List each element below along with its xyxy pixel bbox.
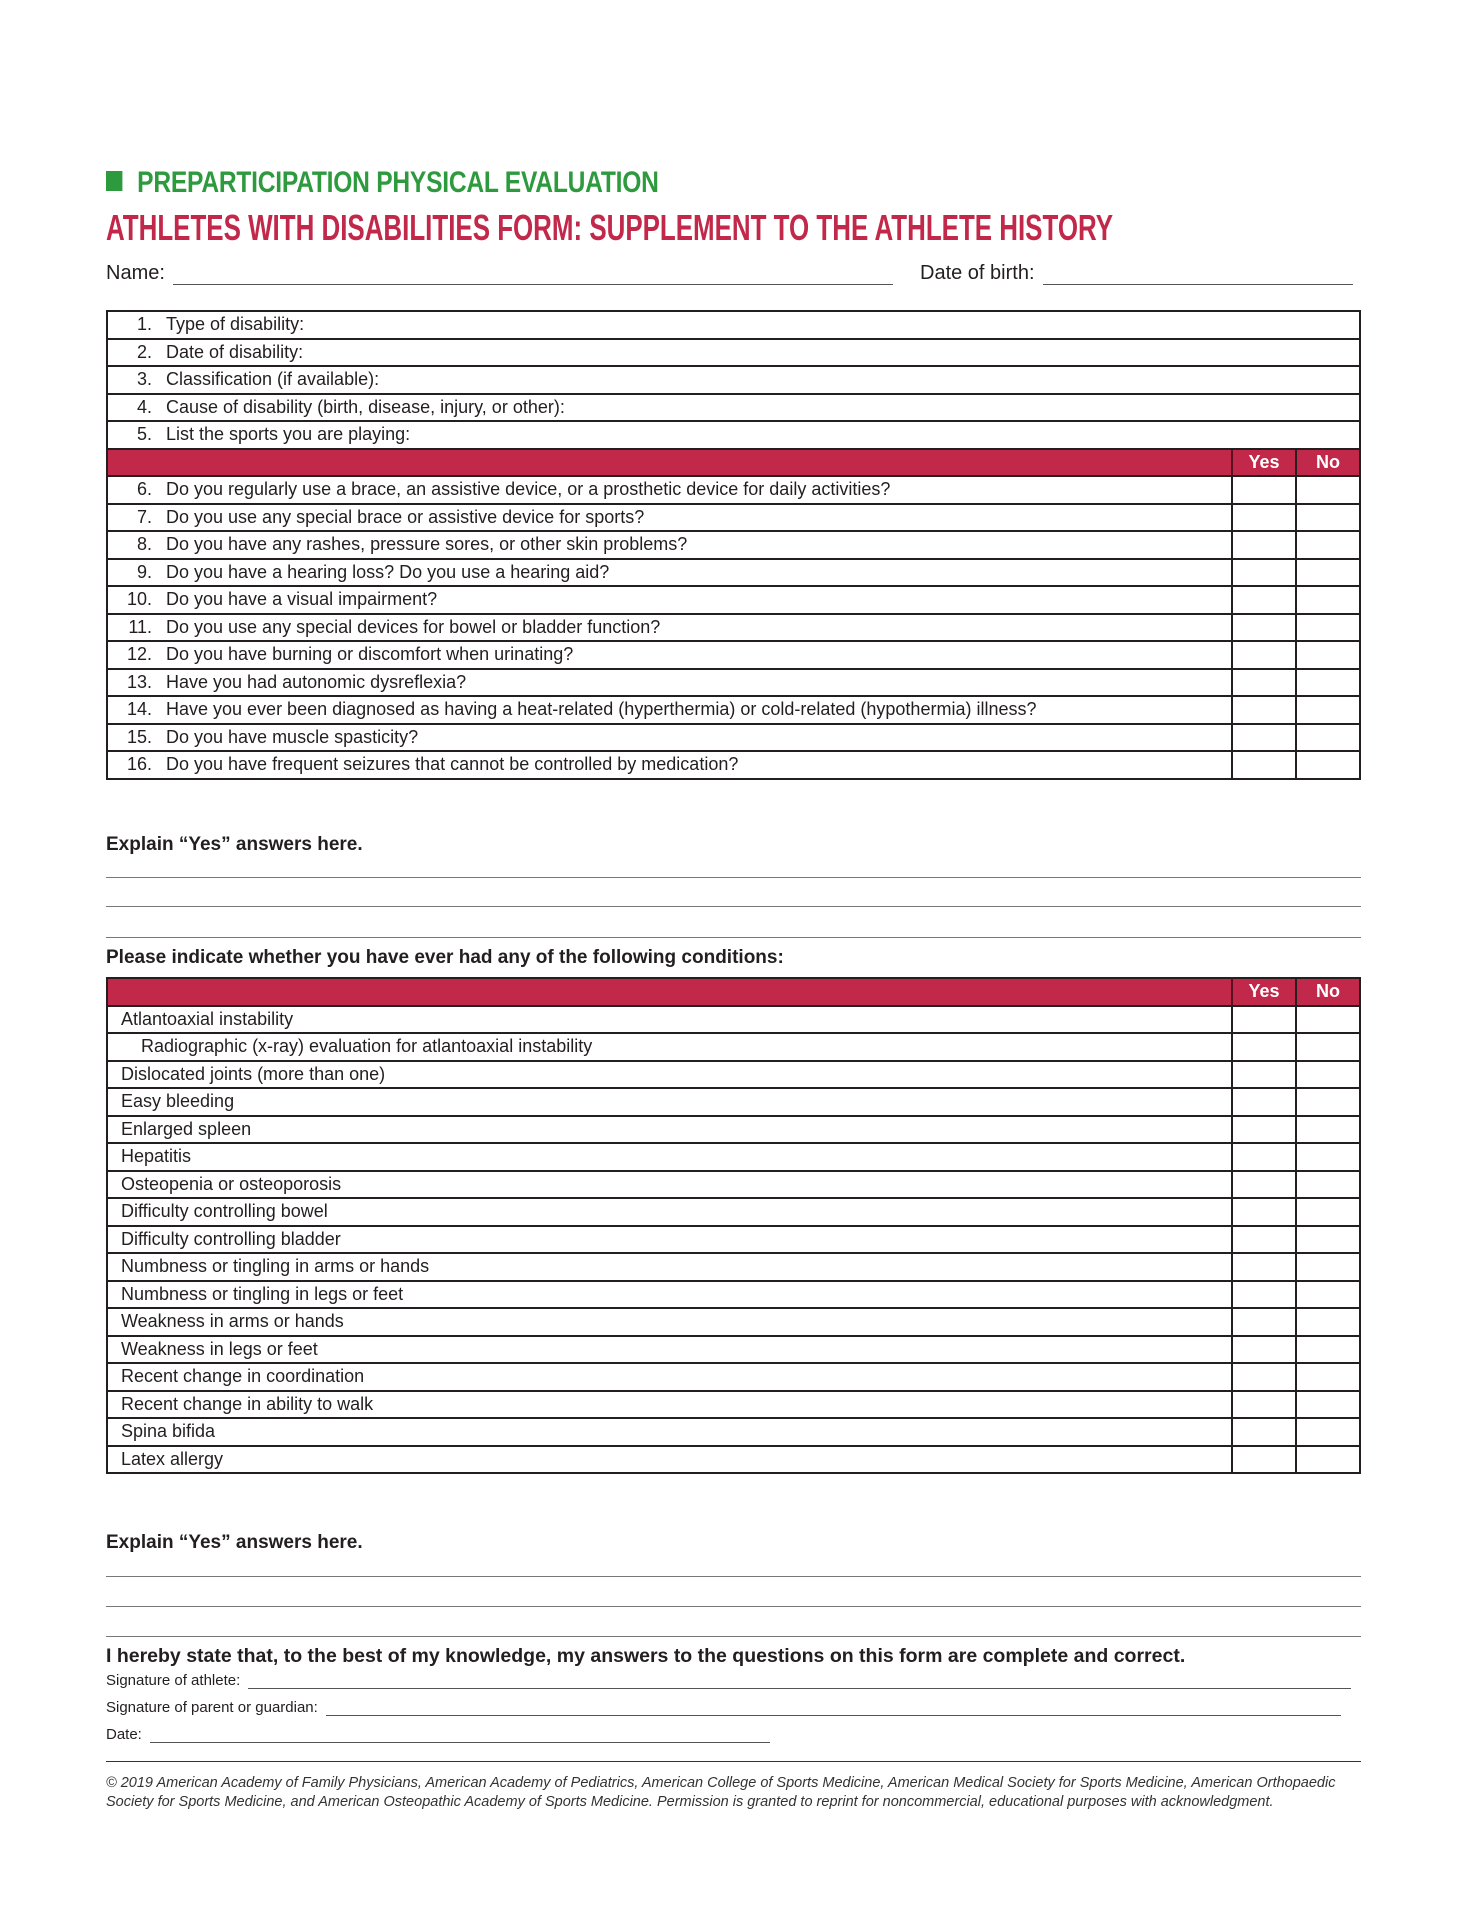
question-number: 16. — [126, 754, 152, 775]
question-text: Do you have a hearing loss? Do you use a hearing aid? — [166, 561, 610, 582]
explain-line[interactable] — [106, 877, 1361, 878]
yes-checkbox-cell[interactable] — [1232, 1418, 1296, 1446]
question-number: 6. — [136, 479, 152, 500]
info-question-cell[interactable] — [107, 311, 1360, 339]
info-question-cell[interactable] — [107, 339, 1360, 367]
yes-checkbox-cell[interactable] — [1232, 1006, 1296, 1034]
condition-row — [107, 1336, 1360, 1364]
question-text: Have you ever been diagnosed as having a heat-related (hyperthermia) or cold-related (hypothermia) illness? — [166, 699, 1037, 720]
yes-checkbox-cell[interactable] — [1232, 1253, 1296, 1281]
question-cell — [107, 559, 1232, 587]
condition-cell — [107, 1088, 1232, 1116]
copyright-notice: © 2019 American Academy of Family Physicians, American Academy of Pediatrics, American College of Sports Medicine, American Medical Society for Sports Medicine, American Orthopaedic Society for Sports Medicine, and American Osteopathic Academy of Sports Medicine. Permission is granted to reprint for noncommercial, educational purposes with acknowledgment. — [106, 1775, 1336, 1810]
explain-line[interactable] — [106, 1606, 1361, 1607]
dob-label: Date of birth: — [920, 262, 1035, 284]
no-checkbox-cell[interactable] — [1296, 669, 1360, 697]
no-checkbox-cell[interactable] — [1296, 1033, 1360, 1061]
question-text: List the sports you are playing: — [166, 424, 411, 445]
no-checkbox-cell[interactable] — [1296, 504, 1360, 532]
no-checkbox-cell[interactable] — [1296, 1198, 1360, 1226]
question-cell — [107, 586, 1232, 614]
yes-checkbox-cell[interactable] — [1232, 504, 1296, 532]
explain-label-1: Explain “Yes” answers here. — [106, 834, 363, 855]
condition-text: Weakness in arms or hands — [121, 1311, 344, 1332]
yes-checkbox-cell[interactable] — [1232, 669, 1296, 697]
no-checkbox-cell[interactable] — [1296, 614, 1360, 642]
condition-text: Recent change in coordination — [121, 1366, 365, 1387]
date-label: Date: — [106, 1726, 142, 1743]
condition-text: Radiographic (x-ray) evaluation for atlantoaxial instability — [141, 1036, 593, 1057]
yes-no-question-row — [107, 476, 1360, 504]
question-number: 14. — [126, 699, 152, 720]
yes-checkbox-cell[interactable] — [1232, 1308, 1296, 1336]
question-text: Date of disability: — [166, 341, 304, 362]
condition-cell — [107, 1033, 1232, 1061]
no-checkbox-cell[interactable] — [1296, 1143, 1360, 1171]
yes-checkbox-cell[interactable] — [1232, 1446, 1296, 1474]
question-text: Do you use any special brace or assistive device for sports? — [166, 506, 645, 527]
no-checkbox-cell[interactable] — [1296, 586, 1360, 614]
section-title-text: PREPARTICIPATION PHYSICAL EVALUATION — [137, 166, 659, 199]
dob-input-line[interactable] — [1043, 283, 1353, 285]
info-question-cell[interactable] — [107, 421, 1360, 449]
yes-no-question-row — [107, 531, 1360, 559]
question-cell — [107, 531, 1232, 559]
no-checkbox-cell[interactable] — [1296, 1446, 1360, 1474]
info-question-row — [107, 366, 1360, 394]
condition-text: Numbness or tingling in legs or feet — [121, 1283, 404, 1304]
condition-text: Easy bleeding — [121, 1091, 235, 1112]
condition-cell — [107, 1281, 1232, 1309]
green-square-icon — [106, 171, 122, 191]
condition-row — [107, 1033, 1360, 1061]
date-line[interactable] — [150, 1741, 770, 1743]
yes-column-header: Yes — [1232, 978, 1296, 1006]
condition-cell — [107, 1446, 1232, 1474]
question-number: 5. — [136, 424, 152, 445]
yes-no-header-row — [107, 449, 1360, 477]
yes-checkbox-cell[interactable] — [1232, 696, 1296, 724]
condition-cell — [107, 1253, 1232, 1281]
condition-cell — [107, 1226, 1232, 1254]
header-blank-cell — [107, 978, 1232, 1006]
yes-no-question-row — [107, 614, 1360, 642]
no-checkbox-cell[interactable] — [1296, 1391, 1360, 1419]
question-number: 15. — [126, 726, 152, 747]
no-checkbox-cell[interactable] — [1296, 1006, 1360, 1034]
yes-checkbox-cell[interactable] — [1232, 586, 1296, 614]
date-field[interactable] — [106, 1726, 770, 1743]
conditions-table — [106, 977, 1361, 1474]
condition-text: Recent change in ability to walk — [121, 1393, 374, 1414]
yes-checkbox-cell[interactable] — [1232, 1116, 1296, 1144]
no-checkbox-cell[interactable] — [1296, 641, 1360, 669]
explain-line[interactable] — [106, 937, 1361, 938]
condition-text: Hepatitis — [121, 1146, 192, 1167]
condition-row — [107, 1446, 1360, 1474]
yes-checkbox-cell[interactable] — [1232, 1171, 1296, 1199]
header-blank-cell — [107, 449, 1232, 477]
explain-label-2: Explain “Yes” answers here. — [106, 1532, 363, 1553]
yes-column-header: Yes — [1232, 449, 1296, 477]
no-checkbox-cell[interactable] — [1296, 1088, 1360, 1116]
condition-text: Enlarged spleen — [121, 1118, 252, 1139]
question-text: Do you have burning or discomfort when urinating? — [166, 644, 574, 665]
no-checkbox-cell[interactable] — [1296, 559, 1360, 587]
no-checkbox-cell[interactable] — [1296, 1116, 1360, 1144]
condition-cell — [107, 1171, 1232, 1199]
condition-cell — [107, 1143, 1232, 1171]
yes-checkbox-cell[interactable] — [1232, 1061, 1296, 1089]
footer-divider — [106, 1761, 1361, 1762]
no-checkbox-cell[interactable] — [1296, 1336, 1360, 1364]
condition-cell — [107, 1363, 1232, 1391]
yes-checkbox-cell[interactable] — [1232, 1281, 1296, 1309]
question-cell — [107, 696, 1232, 724]
question-text: Do you have any rashes, pressure sores, or other skin problems? — [166, 534, 688, 555]
question-text: Type of disability: — [166, 314, 305, 335]
signature-parent-field[interactable] — [106, 1699, 1341, 1716]
condition-text: Latex allergy — [121, 1448, 224, 1469]
no-checkbox-cell[interactable] — [1296, 1363, 1360, 1391]
condition-row — [107, 1418, 1360, 1446]
condition-cell — [107, 1418, 1232, 1446]
question-text: Classification (if available): — [166, 369, 380, 390]
condition-row — [107, 1253, 1360, 1281]
signature-parent-label: Signature of parent or guardian: — [106, 1699, 318, 1716]
signature-athlete-label: Signature of athlete: — [106, 1672, 241, 1689]
yes-checkbox-cell[interactable] — [1232, 1226, 1296, 1254]
yes-no-question-row — [107, 724, 1360, 752]
condition-row — [107, 1088, 1360, 1116]
condition-text: Numbness or tingling in arms or hands — [121, 1256, 430, 1277]
info-question-row — [107, 421, 1360, 449]
info-question-row — [107, 339, 1360, 367]
yes-no-question-row — [107, 559, 1360, 587]
condition-row — [107, 1363, 1360, 1391]
condition-row — [107, 1226, 1360, 1254]
yes-checkbox-cell[interactable] — [1232, 751, 1296, 779]
signature-parent-line[interactable] — [326, 1714, 1341, 1716]
no-checkbox-cell[interactable] — [1296, 476, 1360, 504]
question-text: Have you had autonomic dysreflexia? — [166, 671, 467, 692]
yes-checkbox-cell[interactable] — [1232, 1033, 1296, 1061]
no-column-header: No — [1296, 978, 1360, 1006]
yes-no-question-row — [107, 586, 1360, 614]
yes-checkbox-cell[interactable] — [1232, 1143, 1296, 1171]
explain-line[interactable] — [106, 906, 1361, 907]
condition-row — [107, 1061, 1360, 1089]
condition-cell — [107, 1116, 1232, 1144]
yes-checkbox-cell[interactable] — [1232, 559, 1296, 587]
dob-field[interactable] — [920, 262, 1353, 285]
no-checkbox-cell[interactable] — [1296, 1061, 1360, 1089]
yes-checkbox-cell[interactable] — [1232, 614, 1296, 642]
question-text: Do you use any special devices for bowel or bladder function? — [166, 616, 661, 637]
no-checkbox-cell[interactable] — [1296, 724, 1360, 752]
question-text: Cause of disability (birth, disease, injury, or other): — [166, 396, 565, 417]
section-title — [106, 166, 659, 200]
question-number: 4. — [136, 396, 152, 417]
question-text: Do you have frequent seizures that cannot be controlled by medication? — [166, 754, 739, 775]
info-question-row — [107, 394, 1360, 422]
no-checkbox-cell[interactable] — [1296, 531, 1360, 559]
condition-row — [107, 1143, 1360, 1171]
condition-text: Spina bifida — [121, 1421, 216, 1442]
question-number: 11. — [128, 616, 152, 637]
no-checkbox-cell[interactable] — [1296, 1171, 1360, 1199]
no-checkbox-cell[interactable] — [1296, 1226, 1360, 1254]
yes-checkbox-cell[interactable] — [1232, 476, 1296, 504]
question-cell — [107, 724, 1232, 752]
yes-checkbox-cell[interactable] — [1232, 1363, 1296, 1391]
question-number: 12. — [126, 644, 152, 665]
question-cell — [107, 751, 1232, 779]
condition-row — [107, 1308, 1360, 1336]
yes-no-question-row — [107, 641, 1360, 669]
condition-text: Dislocated joints (more than one) — [121, 1063, 386, 1084]
no-checkbox-cell[interactable] — [1296, 696, 1360, 724]
info-question-cell[interactable] — [107, 394, 1360, 422]
yes-no-question-row — [107, 669, 1360, 697]
question-number: 7. — [136, 506, 152, 527]
yes-checkbox-cell[interactable] — [1232, 531, 1296, 559]
yes-checkbox-cell[interactable] — [1232, 1088, 1296, 1116]
question-cell — [107, 614, 1232, 642]
question-cell — [107, 476, 1232, 504]
attestation-statement: I hereby state that, to the best of my knowledge, my answers to the questions on this form are complete and correct. — [106, 1645, 1186, 1667]
condition-row — [107, 1171, 1360, 1199]
condition-row — [107, 1116, 1360, 1144]
no-checkbox-cell[interactable] — [1296, 1418, 1360, 1446]
disability-questions-table — [106, 310, 1361, 780]
yes-checkbox-cell[interactable] — [1232, 724, 1296, 752]
yes-checkbox-cell[interactable] — [1232, 1198, 1296, 1226]
condition-cell — [107, 1308, 1232, 1336]
question-number: 3. — [136, 369, 152, 390]
condition-cell — [107, 1006, 1232, 1034]
question-number: 10. — [126, 589, 152, 610]
question-text: Do you regularly use a brace, an assistive device, or a prosthetic device for daily activities? — [166, 479, 891, 500]
explain-line[interactable] — [106, 1636, 1361, 1637]
name-input-line[interactable] — [173, 283, 893, 285]
condition-row — [107, 1391, 1360, 1419]
condition-cell — [107, 1391, 1232, 1419]
yes-checkbox-cell[interactable] — [1232, 1336, 1296, 1364]
no-column-header: No — [1296, 449, 1360, 477]
conditions-intro: Please indicate whether you have ever had any of the following conditions: — [106, 947, 784, 968]
condition-text: Atlantoaxial instability — [121, 1008, 294, 1029]
question-number: 8. — [136, 534, 152, 555]
yes-no-header-row — [107, 978, 1360, 1006]
yes-checkbox-cell[interactable] — [1232, 641, 1296, 669]
condition-row — [107, 1006, 1360, 1034]
condition-text: Difficulty controlling bladder — [121, 1228, 341, 1249]
question-number: 2. — [136, 341, 152, 362]
info-question-cell[interactable] — [107, 366, 1360, 394]
condition-text: Difficulty controlling bowel — [121, 1201, 328, 1222]
question-cell — [107, 641, 1232, 669]
question-cell — [107, 669, 1232, 697]
yes-no-question-row — [107, 504, 1360, 532]
info-question-row — [107, 311, 1360, 339]
name-field[interactable] — [106, 262, 893, 285]
question-text: Do you have muscle spasticity? — [166, 726, 419, 747]
question-number: 1. — [136, 314, 152, 335]
question-number: 9. — [136, 561, 152, 582]
condition-cell — [107, 1336, 1232, 1364]
signature-athlete-field[interactable] — [106, 1672, 1351, 1689]
question-text: Do you have a visual impairment? — [166, 589, 438, 610]
condition-text: Osteopenia or osteoporosis — [121, 1173, 342, 1194]
condition-cell — [107, 1061, 1232, 1089]
question-number: 13. — [126, 671, 152, 692]
explain-line[interactable] — [106, 1576, 1361, 1577]
signature-athlete-line[interactable] — [248, 1687, 1351, 1689]
form-title: ATHLETES WITH DISABILITIES FORM: SUPPLEMENT TO THE ATHLETE HISTORY — [106, 207, 1114, 248]
condition-row — [107, 1281, 1360, 1309]
yes-no-question-row — [107, 751, 1360, 779]
no-checkbox-cell[interactable] — [1296, 1253, 1360, 1281]
condition-text: Weakness in legs or feet — [121, 1338, 318, 1359]
no-checkbox-cell[interactable] — [1296, 751, 1360, 779]
yes-checkbox-cell[interactable] — [1232, 1391, 1296, 1419]
condition-row — [107, 1198, 1360, 1226]
question-cell — [107, 504, 1232, 532]
condition-cell — [107, 1198, 1232, 1226]
no-checkbox-cell[interactable] — [1296, 1308, 1360, 1336]
yes-no-question-row — [107, 696, 1360, 724]
no-checkbox-cell[interactable] — [1296, 1281, 1360, 1309]
name-label: Name: — [106, 262, 165, 284]
